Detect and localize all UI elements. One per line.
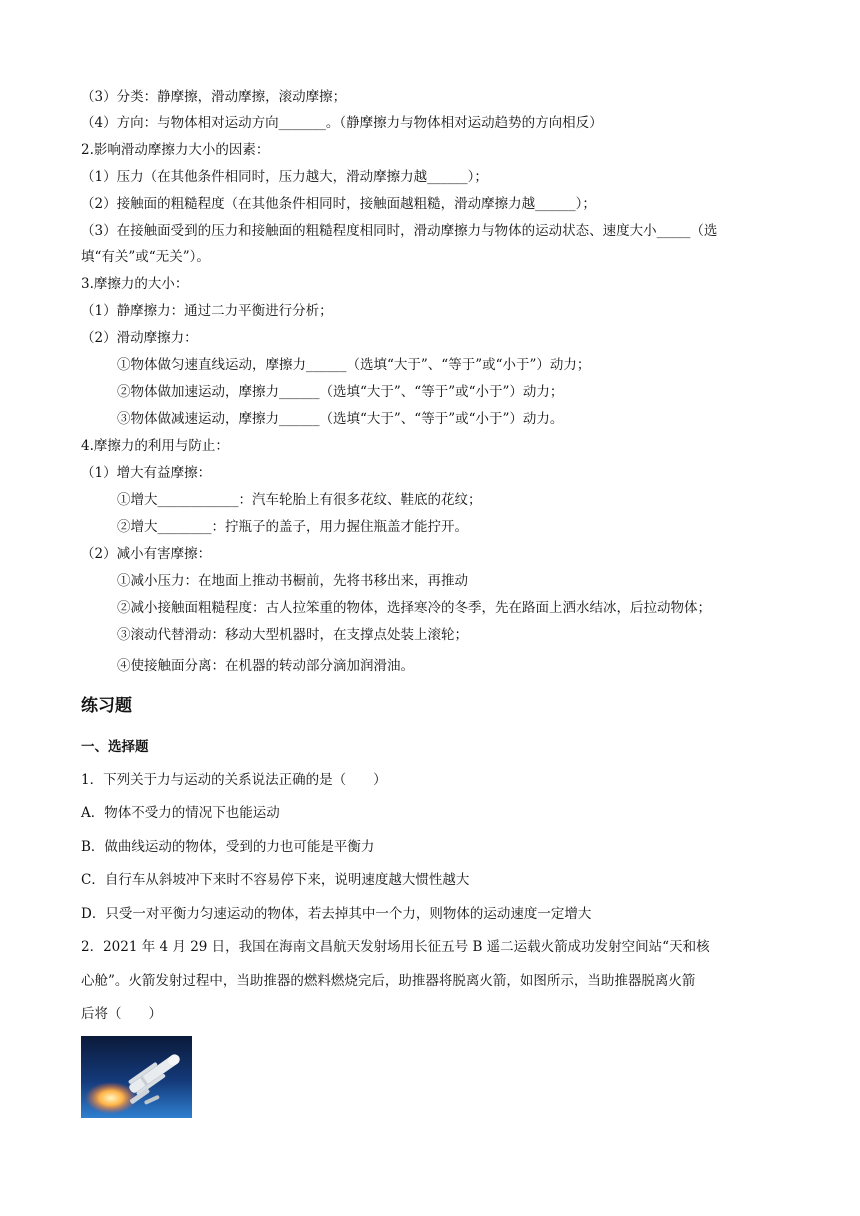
note-line: （3）分类：静摩擦，滑动摩擦，滚动摩擦； [81,89,347,105]
note-line: ②减小接触面粗糙程度：古人拉笨重的物体，选择寒冷的冬季，先在路面上洒水结冰，后拉动物体； [117,600,711,616]
note-line: （3）在接触面受到的压力和接触面的粗糙程度相同时，滑动摩擦力与物体的运动状态、速度大小_____（选 [81,223,718,239]
note-line: ①物体做匀速直线运动，摩擦力______（选填“大于”、“等于”或“小于”）动力； [117,357,591,373]
question-stem: 1．下列关于力与运动的关系说法正确的是（ ） [81,772,387,788]
note-heading: 2.影响滑动摩擦力大小的因素： [81,142,270,158]
note-line: ③物体做减速运动，摩擦力______（选填“大于”、“等于”或“小于”）动力。 [117,411,564,427]
note-line: ①增大____________：汽车轮胎上有很多花纹、鞋底的花纹； [117,492,482,508]
rocket-illustration [81,1036,192,1118]
note-line: （2）减小有害摩擦： [81,546,212,562]
option-d: D．只受一对平衡力匀速运动的物体，若去掉其中一个力，则物体的运动速度一定增大 [81,906,592,922]
flame [85,1082,137,1114]
option-b: B．做曲线运动的物体，受到的力也可能是平衡力 [81,839,375,855]
exercises-heading: 练习题 [81,696,132,716]
note-line: ②增大________：拧瓶子的盖子，用力握住瓶盖才能拧开。 [117,519,468,535]
note-line: （2）接触面的粗糙程度（在其他条件相同时，接触面越粗糙，滑动摩擦力越______）； [81,196,596,212]
note-line: ④使接触面分离：在机器的转动部分滴加润滑油。 [117,658,414,674]
question-stem: 心舱”。火箭发射过程中，当助推器的燃料燃烧完后，助推器将脱离火箭，如图所示，当助推器脱离火箭 [81,973,696,989]
note-line: （2）滑动摩擦力： [81,330,198,346]
note-line: （1）静摩擦力：通过二力平衡进行分析； [81,303,333,319]
note-line: （4）方向：与物体相对运动方向_______。（静摩擦力与物体相对运动趋势的方向相反） [81,115,603,131]
rocket-booster-image [81,1036,192,1118]
option-a: A．物体不受力的情况下也能运动 [81,805,280,821]
note-line: ③滚动代替滑动：移动大型机器时，在支撑点处装上滚轮； [117,627,468,643]
note-line: （1）增大有益摩擦： [81,465,212,481]
section-heading: 一、选择题 [81,739,149,755]
note-line: ①减小压力：在地面上推动书橱前，先将书移出来，再推动 [117,573,468,589]
option-c: C．自行车从斜坡冲下来时不容易停下来，说明速度越大惯性越大 [81,872,470,888]
note-heading: 4.摩擦力的利用与防止： [81,438,229,454]
note-line: ②物体做加速运动，摩擦力______（选填“大于”、“等于”或“小于”）动力； [117,384,564,400]
note-line: 填“有关”或“无关”）。 [81,249,210,265]
note-heading: 3.摩擦力的大小： [81,276,189,292]
question-stem: 2．2021 年 4 月 29 日，我国在海南文昌航天发射场用长征五号 B 遥二运载火箭成功发射空间站“天和核 [81,939,710,955]
question-stem: 后将（ ） [81,1006,162,1022]
note-line: （1）压力（在其他条件相同时，压力越大，滑动摩擦力越______）； [81,169,488,185]
